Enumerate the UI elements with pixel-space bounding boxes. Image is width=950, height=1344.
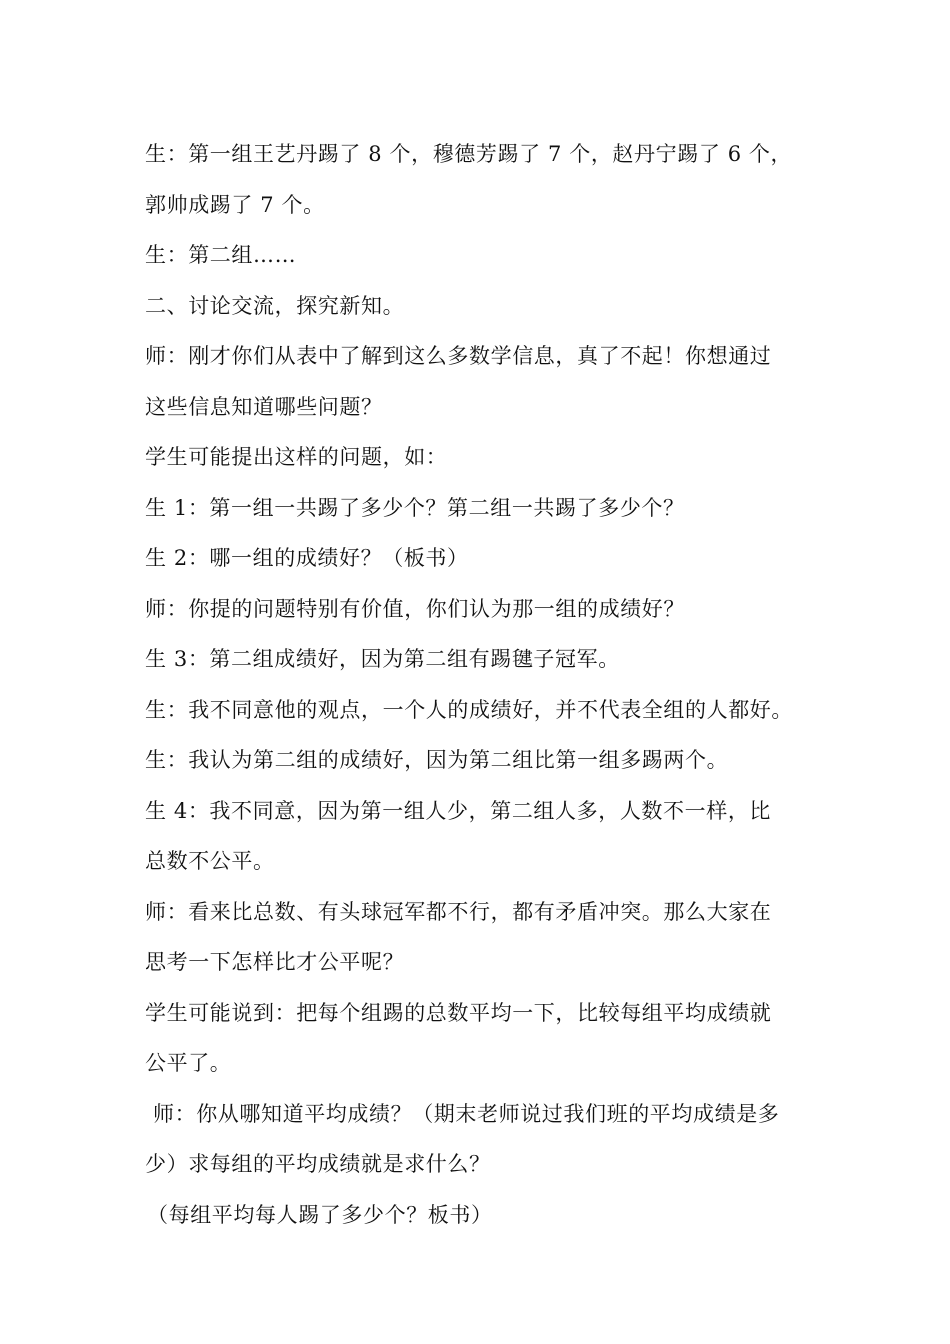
paragraph-line: 公平了。 <box>145 1051 232 1075</box>
paragraph-line: 生 4：我不同意，因为第一组人少，第二组人多，人数不一样，比 <box>145 798 772 823</box>
paragraph-line: 师：看来比总数、有头球冠军都不行，都有矛盾冲突。那么大家在 <box>145 899 772 924</box>
paragraph-line: 思考一下怎样比才公平呢？ <box>145 950 405 974</box>
paragraph-line: 学生可能提出这样的问题，如： <box>145 445 448 469</box>
paragraph-line: 师：你从哪知道平均成绩？（期末老师说过我们班的平均成绩是多 <box>153 1101 780 1126</box>
paragraph-line: （每组平均每人踢了多少个？板书） <box>147 1202 493 1227</box>
paragraph-line: 生 3：第二组成绩好，因为第二组有踢毽子冠军。 <box>145 647 620 671</box>
paragraph-line: 学生可能说到：把每个组踢的总数平均一下，比较每组平均成绩就 <box>145 1000 772 1025</box>
paragraph-line: 这些信息知道哪些问题？ <box>145 394 383 419</box>
paragraph-line: 师：你提的问题特别有价值，你们认为那一组的成绩好？ <box>145 596 685 621</box>
paragraph-line: 生 2：哪一组的成绩好？（板书） <box>145 546 469 570</box>
paragraph-line: 少）求每组的平均成绩就是求什么？ <box>145 1152 491 1176</box>
paragraph-line: 郭帅成踢了 7 个。 <box>145 192 325 217</box>
section-heading: 二、讨论交流，探究新知。 <box>145 293 405 318</box>
paragraph-line: 师：刚才你们从表中了解到这么多数学信息，真了不起！你想通过 <box>145 344 772 368</box>
document-body <box>145 129 815 1240</box>
paragraph-line: 生：我认为第二组的成绩好，因为第二组比第一组多踢两个。 <box>145 748 729 772</box>
paragraph-line: 总数不公平。 <box>145 849 275 873</box>
paragraph-line: 生：第二组…… <box>145 243 297 267</box>
paragraph-line: 生 1：第一组一共踢了多少个？第二组一共踢了多少个？ <box>145 495 685 520</box>
paragraph-line: 生：我不同意他的观点，一个人的成绩好，并不代表全组的人都好。 <box>145 697 793 722</box>
paragraph-line: 生：第一组王艺丹踢了 8 个，穆德芳踢了 7 个，赵丹宁踢了 6 个， <box>145 142 793 166</box>
